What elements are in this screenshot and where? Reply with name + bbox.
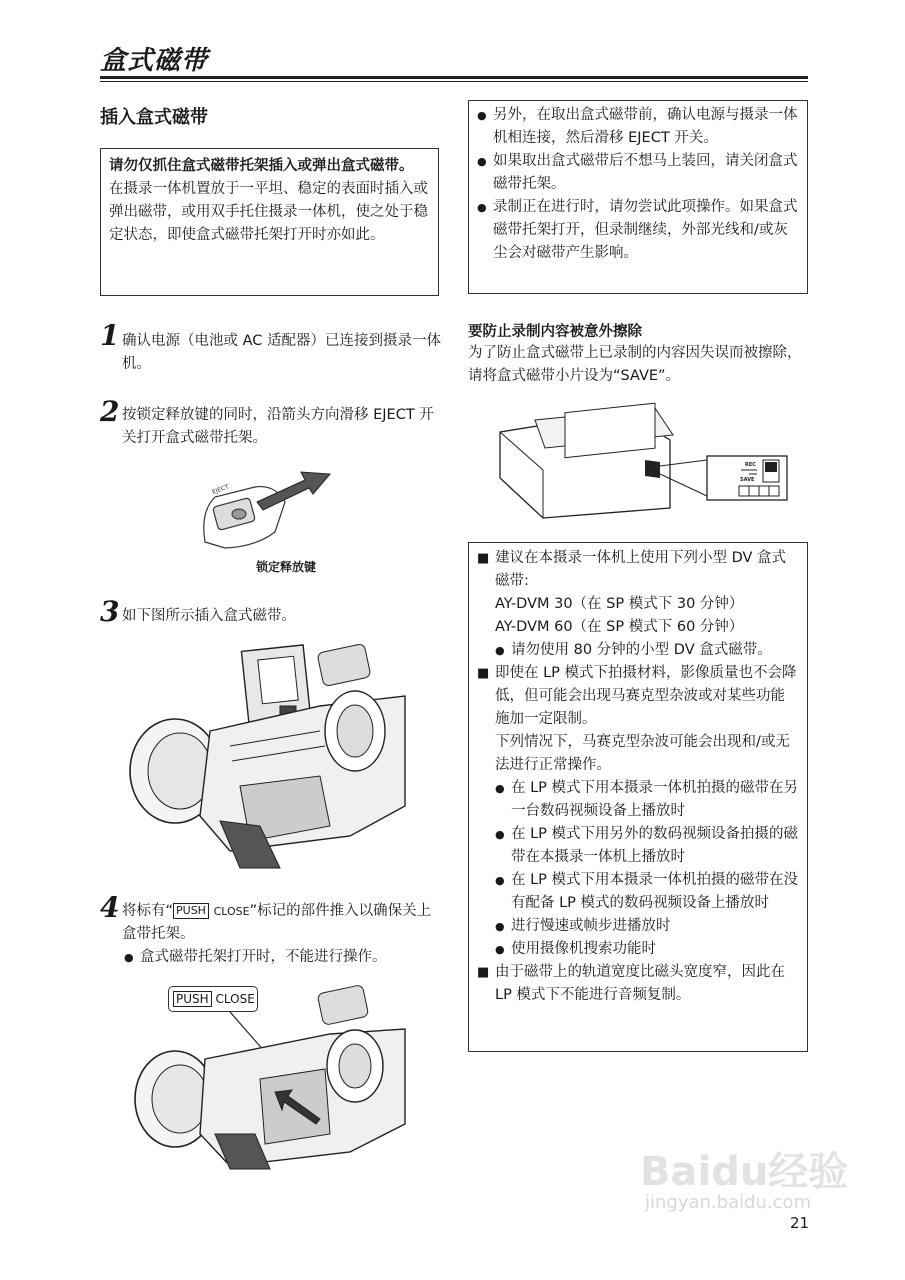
camcorder-close-illustration (120, 984, 410, 1174)
warning-text: 在摄录一体机置放于一平坦、稳定的表面时插入或弹出磁带，或用双手托住摄录一体机，使之处于稳定状态，即使盒式磁带托架打开时亦如此。 (109, 181, 428, 243)
title-rule-thin (100, 81, 808, 82)
step4-note: ● 盒式磁带托架打开时，不能进行操作。 (124, 946, 444, 969)
lp-case-4: ● 进行慢速或帧步进播放时 (495, 915, 799, 938)
lock-release-caption: 锁定释放键 (256, 560, 317, 574)
section-heading: 插入盒式磁带 (100, 107, 208, 128)
step-text-3: 如下图所示插入盒式磁带。 (122, 608, 296, 624)
recommend-item-2-sub: 下列情况下，马赛克型杂波可能会出现和/或无法进行正常操作。 (495, 734, 790, 773)
eject-note-2: ● 如果取出盒式磁带后不想马上装回，请关闭盒式磁带托架。 (477, 150, 799, 196)
lp-case-1: ● 在 LP 模式下用本摄录一体机拍摄的磁带在另一台数码视频设备上播放时 (495, 777, 799, 823)
close-callout-label: CLOSE (215, 992, 255, 1006)
eject-notes-box (468, 100, 808, 294)
tape-model-2: AY-DVM 60（在 SP 模式下 60 分钟） (495, 619, 744, 635)
erase-protect-text: 为了防止盒式磁带上已录制的内容因失误而被擦除，请将盒式磁带小片设为“SAVE”。 (468, 345, 802, 384)
recommend-item-3: ■ 由于磁带上的轨道宽度比磁头宽度窄，因此在 LP 模式下不能进行音频复制。 (477, 961, 799, 1007)
push-callout-label: PUSH (173, 991, 212, 1007)
step-number-3: 3 (100, 595, 120, 628)
lp-case-2: ● 在 LP 模式下用另外的数码视频设备拍摄的磁带在本摄录一体机上播放时 (495, 823, 799, 869)
page-title: 盒式磁带 (100, 46, 209, 76)
step-text-1: 确认电源（电池或 AC 适配器）已连接到摄录一体机。 (122, 333, 442, 372)
lp-case-3: ● 在 LP 模式下用本摄录一体机拍摄的磁带在没有配备 LP 模式的数码视频设备上播放时 (495, 869, 799, 915)
cassette-illustration (495, 400, 795, 520)
step4-text-before: 将标有“ (122, 903, 174, 919)
lock-release-illustration (195, 462, 345, 552)
title-rule (100, 76, 808, 79)
rec-marker: REC (745, 462, 756, 468)
step-number-1: 1 (100, 319, 120, 352)
eject-note-1: ● 另外，在取出盒式磁带前，确认电源与摄录一体机相连接，然后滑移 EJECT 开关。 (477, 104, 799, 150)
step4-text-after: ”标记的部件推入以确保关上盒带托架。 (122, 903, 432, 942)
page-number: 21 (790, 1214, 810, 1232)
warning-bold-text: 请勿仅抓住盒式磁带托架插入或弹出盒式磁带。 (109, 158, 414, 174)
push-inline-label: PUSH (173, 903, 209, 919)
warning-box (100, 148, 439, 296)
recommend-item-1: ■ 建议在本摄录一体机上使用下列小型 DV 盒式磁带: (477, 547, 799, 593)
erase-protect-heading: 要防止录制内容被意外擦除 (468, 324, 642, 340)
close-inline-label: CLOSE (213, 905, 250, 918)
step-number-4: 4 (100, 891, 120, 924)
svg-text:EJECT: EJECT (211, 483, 230, 496)
tape-model-1: AY-DVM 30（在 SP 模式下 30 分钟） (495, 596, 744, 612)
recommend-item-2: ■ 即使在 LP 模式下拍摄材料，影像质量也不会降低，但可能会出现马赛克型杂波或对某些功能施加一定限制。 (477, 662, 799, 731)
save-marker: SAVE (740, 477, 755, 483)
eject-note-3: ● 录制正在进行时，请勿尝试此项操作。如果盒式磁带托架打开，但录制继续，外部光线和/或灰尘会对磁带产生影响。 (477, 196, 799, 265)
camcorder-insert-illustration (120, 636, 410, 876)
baidu-watermark-url: jingyan.baidu.com (645, 1192, 812, 1213)
lp-case-5: ● 使用摄像机搜索功能时 (495, 938, 799, 961)
step-number-2: 2 (100, 395, 120, 428)
baidu-watermark: Baidu经验 (640, 1149, 849, 1195)
step-text-4 (122, 900, 442, 946)
tape-recommendation-box (468, 542, 808, 1052)
tape-note: ● 请勿使用 80 分钟的小型 DV 盒式磁带。 (495, 639, 799, 662)
step-text-2: 按锁定释放键的同时，沿箭头方向滑移 EJECT 开关打开盒式磁带托架。 (122, 407, 434, 446)
